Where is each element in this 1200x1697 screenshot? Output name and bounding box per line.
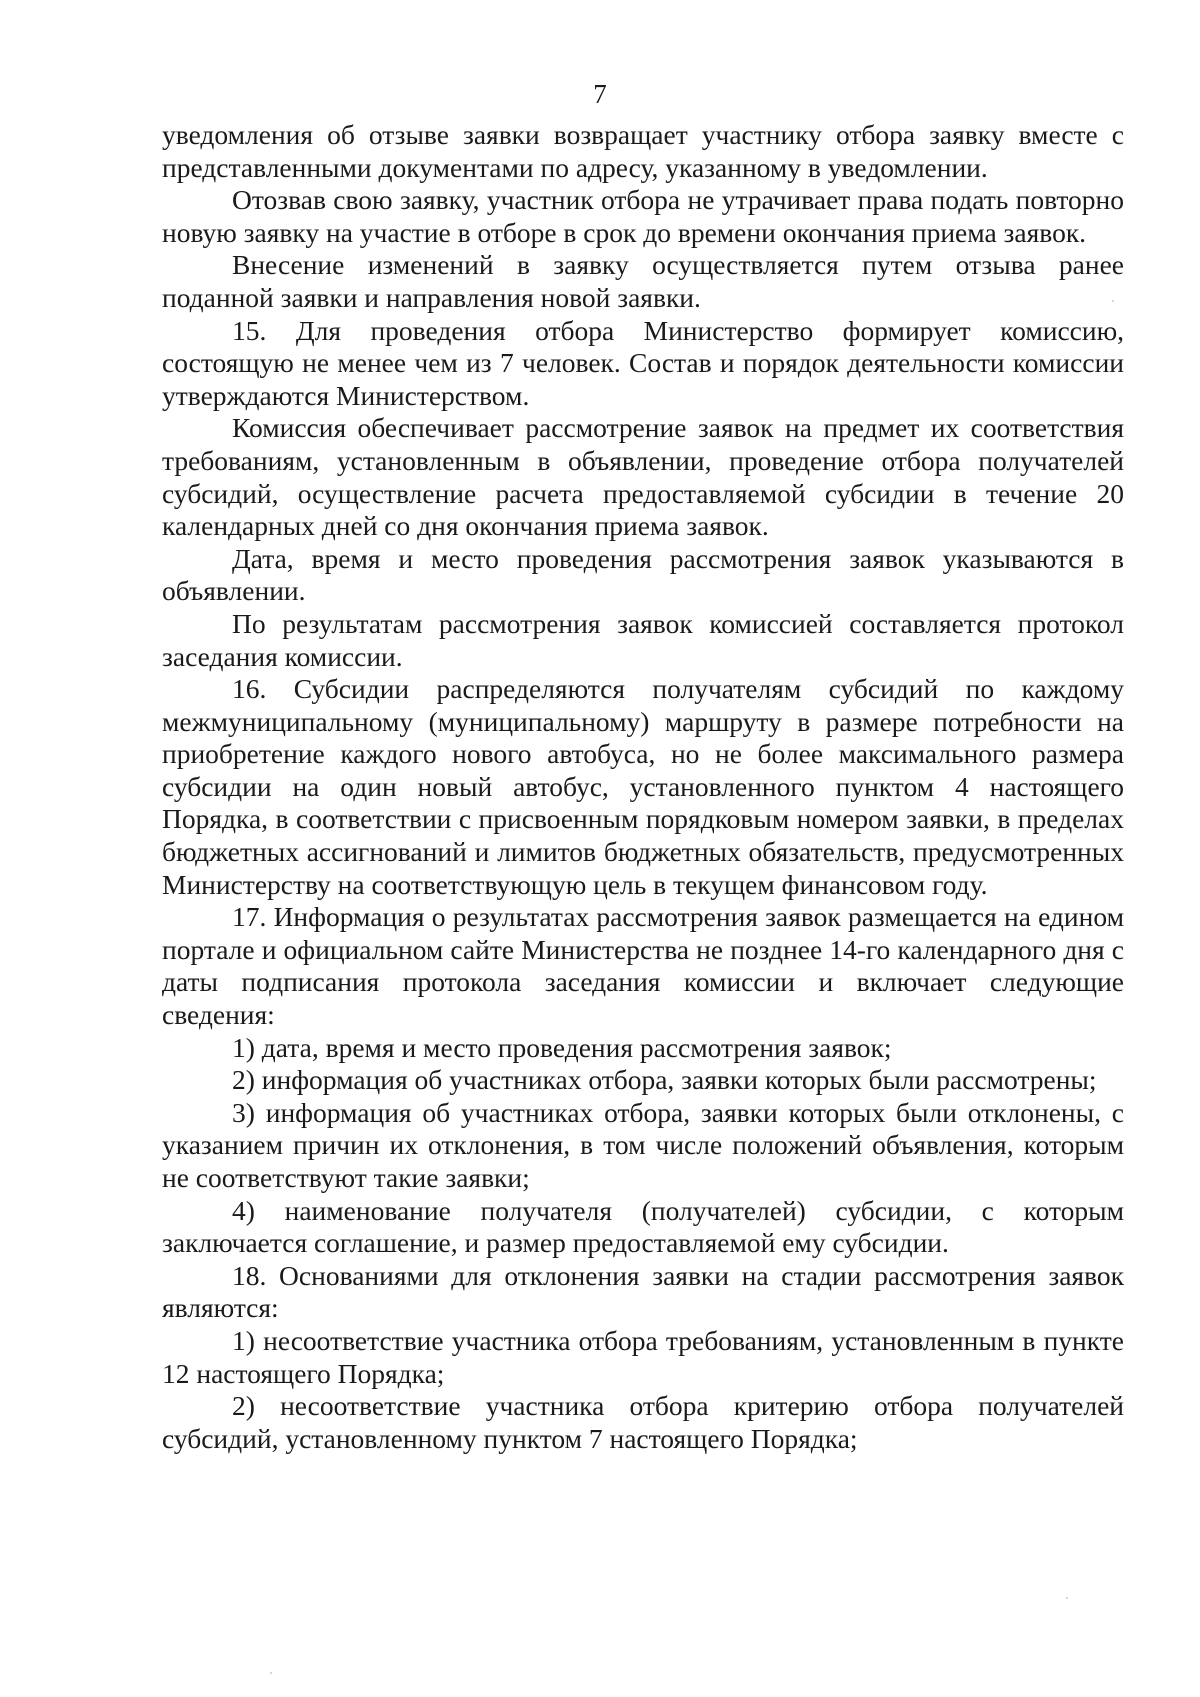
paragraph-10: 18. Основаниями для отклонения заявки на стадии рассмотрения заявок являются: [162,1259,1124,1324]
paragraph-4: 15. Для проведения отбора Министерство формирует комиссию, состоящую не менее чем из 7 человек. Состав и порядок деятельности комиссии утверждаются Министерством. [162,314,1124,411]
scan-speck [1066,1597,1068,1599]
paragraph-8: 16. Субсидии распределяются получателям субсидий по каждому межмуниципальному (муниципальному) маршруту в размере потребности на приобретение каждого нового автобуса, но не более максимального размера субсидии на один новый автобус, установленного пунктом 4 настоящего Порядка, в соответствии с присвоенным порядковым номером заявки, в пределах бюджетных ассигнований и лимитов бюджетных обязательств, предусмотренных Министерству на соответствующую цель в текущем финансовом году. [162,673,1124,900]
paragraph-9: 17. Информация о результатах рассмотрения заявок размещается на едином портале и официальном сайте Министерства не позднее 14-го календарного дня с даты подписания протокола заседания комиссии и включает следующие сведения: [162,901,1124,1031]
list-item-3: 3) информация об участниках отбора, заявки которых были отклонены, с указанием причин их отклонения, в том числе положений объявления, которым не соответствуют такие заявки; [162,1096,1124,1193]
list-item-5: 1) несоответствие участника отбора требованиям, установленным в пункте 12 настоящего Порядка; [162,1324,1124,1389]
paragraph-5: Комиссия обеспечивает рассмотрение заявок на предмет их соответствия требованиям, установленным в объявлении, проведение отбора получателей субсидий, осуществление расчета предоставляемой субсидии в течение 20 календарных дней со дня окончания приема заявок. [162,412,1124,542]
paragraph-7: По результатам рассмотрения заявок комиссией составляется протокол заседания комиссии. [162,607,1124,672]
list-item-1: 1) дата, время и место проведения рассмотрения заявок; [232,1031,892,1063]
paragraph-6: Дата, время и место проведения рассмотрения заявок указываются в объявлении. [162,542,1124,607]
list-item-6: 2) несоответствие участника отбора критерию отбора получателей субсидий, установленному пунктом 7 настоящего Порядка; [162,1390,1124,1454]
scan-speck [270,1672,272,1674]
scan-speck [1112,300,1114,302]
paragraph-3: Внесение изменений в заявку осуществляется путем отзыва ранее поданной заявки и направления новой заявки. [162,249,1124,313]
document-body [162,119,1124,1455]
paragraph-2: Отозвав свою заявку, участник отбора не утрачивает права подать повторно новую заявку на участие в отборе в срок до времени окончания приема заявок. [162,184,1124,248]
list-item-4: 4) наименование получателя (получателей) субсидии, с которым заключается соглашение, и размер предоставляемой ему субсидии. [162,1194,1124,1259]
list-item-2: 2) информация об участниках отбора, заявки которых были рассмотрены; [232,1064,1097,1096]
paragraph-1: уведомления об отзыве заявки возвращает участнику отбора заявку вместе с представленными документами по адресу, указанному в уведомлении. [162,119,1124,183]
page-number: 7 [593,79,607,109]
